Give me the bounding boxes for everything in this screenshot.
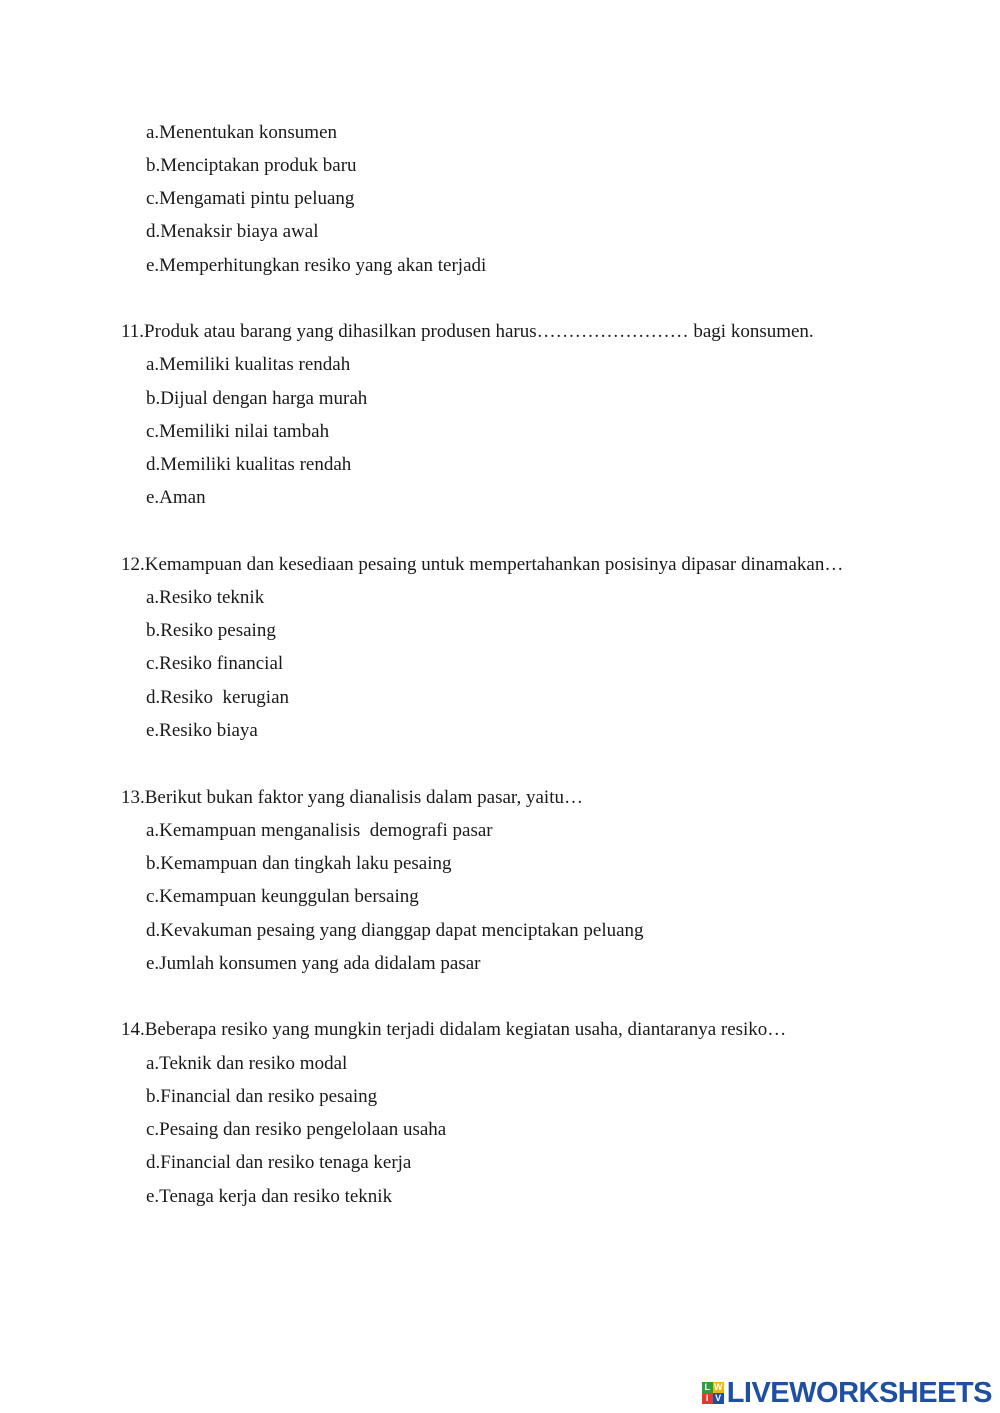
liveworksheets-logo-icon [702, 1382, 724, 1404]
question-13-option-e: e.Jumlah konsumen yang ada didalam pasar [146, 953, 481, 974]
question-13-option-d: d.Kevakuman pesaing yang dianggap dapat menciptakan peluang [146, 920, 644, 941]
question-13-option-a: a.Kemampuan menganalisis demografi pasar [146, 820, 493, 841]
logo-mark-tile: V [713, 1393, 724, 1404]
question-13-option-b: b.Kemampuan dan tingkah laku pesaing [146, 853, 452, 874]
question-12-option-c: c.Resiko financial [146, 653, 284, 674]
question-14-option-a: a.Teknik dan resiko modal [146, 1053, 348, 1074]
option-prev-c: c.Mengamati pintu peluang [146, 188, 355, 209]
question-12-option-e: e.Resiko biaya [146, 720, 258, 741]
liveworksheets-logo-text: LIVEWORKSHEETS [726, 1377, 992, 1409]
question-11-option-a: a.Memiliki kualitas rendah [146, 354, 351, 375]
question-13-option-c: c.Kemampuan keunggulan bersaing [146, 886, 419, 907]
question-14-option-e: e.Tenaga kerja dan resiko teknik [146, 1186, 393, 1207]
question-11: 11.Produk atau barang yang dihasilkan produsen harus…………………… bagi konsumen. [121, 321, 814, 342]
question-14: 14.Beberapa resiko yang mungkin terjadi didalam kegiatan usaha, diantaranya resiko… [121, 1019, 787, 1040]
question-12-option-b: b.Resiko pesaing [146, 620, 276, 641]
option-prev-d: d.Menaksir biaya awal [146, 221, 319, 242]
question-14-option-b: b.Financial dan resiko pesaing [146, 1086, 378, 1107]
question-13: 13.Berikut bukan faktor yang dianalisis dalam pasar, yaitu… [121, 787, 583, 808]
logo-mark-tile: W [713, 1382, 723, 1392]
logo-mark-tile: I [702, 1393, 713, 1404]
option-prev-e: e.Memperhitungkan resiko yang akan terjadi [146, 255, 487, 276]
question-11-option-c: c.Memiliki nilai tambah [146, 421, 330, 442]
option-prev-a: a.Menentukan konsumen [146, 122, 338, 143]
question-12-option-a: a.Resiko teknik [146, 587, 265, 608]
question-14-option-d: d.Financial dan resiko tenaga kerja [146, 1152, 412, 1173]
logo-mark-tile: L [702, 1382, 713, 1393]
question-12-option-d: d.Resiko kerugian [146, 687, 290, 708]
option-prev-b: b.Menciptakan produk baru [146, 155, 357, 176]
question-12: 12.Kemampuan dan kesediaan pesaing untuk mempertahankan posisinya dipasar dinamakan… [121, 554, 844, 575]
question-14-option-c: c.Pesaing dan resiko pengelolaan usaha [146, 1119, 447, 1140]
liveworksheets-logo [702, 1379, 992, 1407]
question-11-option-e: e.Aman [146, 487, 206, 508]
question-11-option-d: d.Memiliki kualitas rendah [146, 454, 352, 475]
question-11-option-b: b.Dijual dengan harga murah [146, 388, 368, 409]
